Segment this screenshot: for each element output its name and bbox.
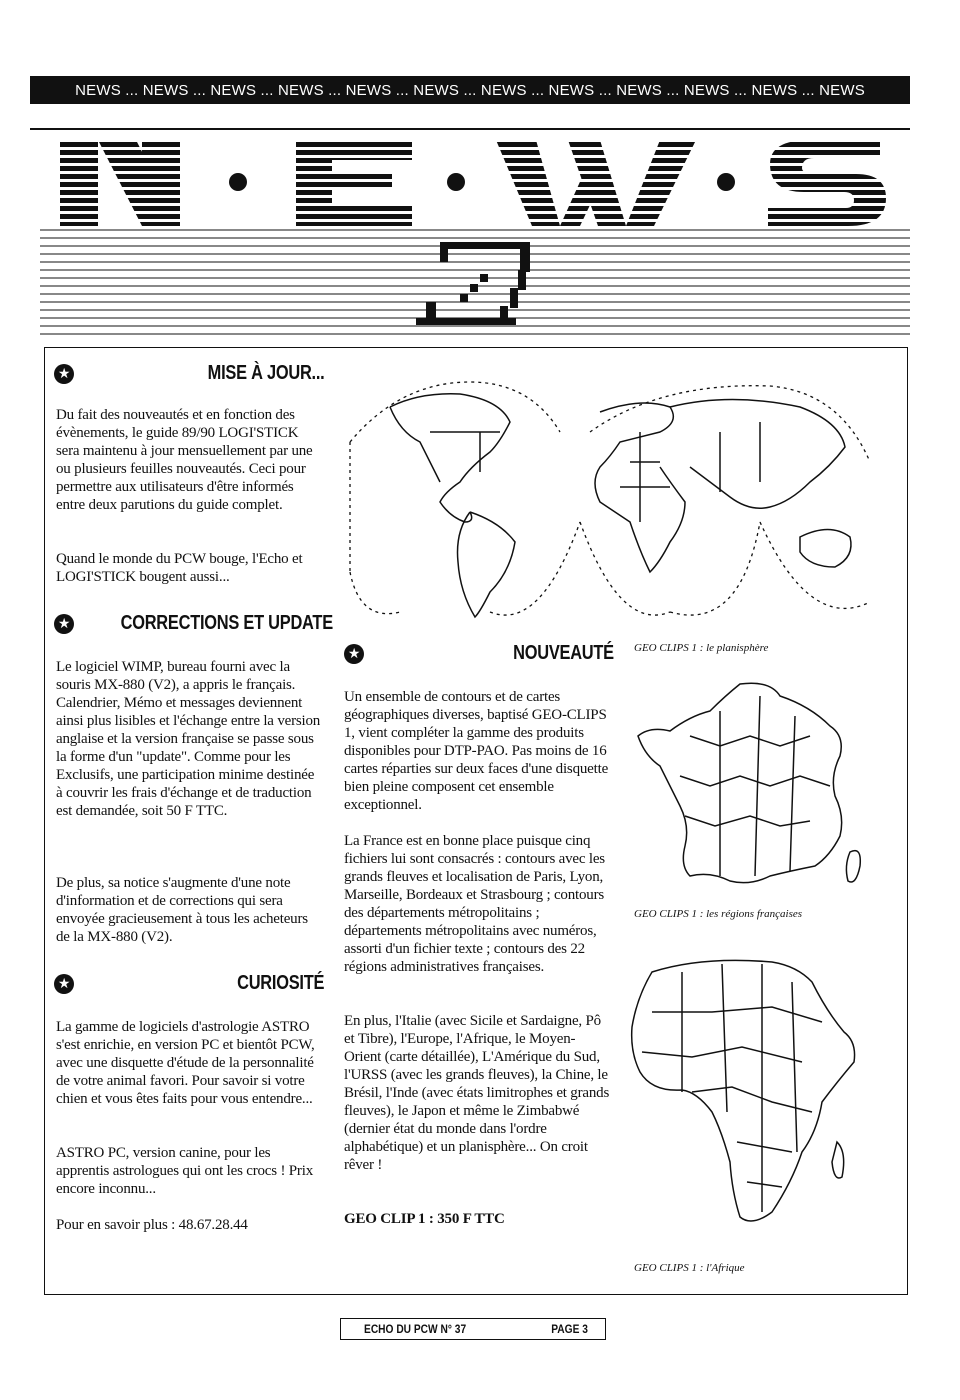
- paragraph: La gamme de logiciels d'astrologie ASTRO s'est enrichie, en version PC et bientôt PCW, avec une disquette d'étude de la personnalité de votre animal favori. Pour savoir si votre chien et vous êtes faits pour vous entendre...: [56, 1019, 315, 1107]
- masthead-dot-1: [229, 173, 247, 191]
- paragraph: La France est en bonne place puisque cinq fichiers lui sont consacrés : contours avec les grands fleuves et localisation de Paris, Lyon, Marseille, Bordeaux et Strasbourg ; contours des départements métropolitains ; départements métropolitains avec numéros, assorti d'un fichier texte ; contours des 22 régions administratives françaises.: [344, 833, 605, 975]
- section-title: CORRECTIONS ET UPDATE: [120, 612, 333, 634]
- news-banner: [30, 76, 910, 104]
- footer-issue: ECHO DU PCW N° 37: [364, 1322, 467, 1336]
- paragraph: Le logiciel WIMP, bureau fourni avec la souris MX-880 (V2), a appris le français. Calendrier, Mémo et messages deviennent ainsi plus lisibles et l'échange entre la version anglaise et la version française se passe sous la forme d'un "update". Comme pour les Exclusifs, une participation minime destinée à couvrir les frais d'échange et de traduction est demandée, soit 50 F TTC.: [56, 659, 321, 819]
- footer-page-number: PAGE 3: [551, 1322, 588, 1336]
- paragraph: ASTRO PC, version canine, pour les apprentis astrologues qui ont les crocs ! Prix encore inconnu...: [56, 1145, 313, 1197]
- top-rule: [30, 128, 910, 130]
- masthead-logo: [40, 134, 910, 340]
- star-icon: [344, 644, 364, 664]
- section-corrections-header: [54, 612, 333, 635]
- france-map: [630, 676, 870, 900]
- masthead-letter-s: [768, 140, 886, 226]
- star-icon: [54, 614, 74, 634]
- caption-world-map: GEO CLIPS 1 : le planisphère: [634, 642, 769, 654]
- masthead-letter-w: [496, 140, 696, 226]
- section-nouveaute-header: [344, 642, 614, 665]
- masthead-letter-n: [60, 140, 180, 226]
- paragraph: En plus, l'Italie (avec Sicile et Sardaigne, Pô et Tibre), l'Europe, l'Afrique, le Moyen-Orient (carte détaillée), L'Amérique du Sud, l'URSS (avec les grands fleuves), la Chine, le Brésil, l'Inde (avec états limitrophes et grands fleuves), le Japon et même le Zimbabwé (dernier état du monde dans l'ordre alphabétique) et un planisphère... On croit rêver !: [344, 1013, 610, 1173]
- masthead-letter-e: [296, 140, 412, 226]
- section-title: CURIOSITÉ: [236, 972, 324, 994]
- section-mise-a-jour-header: [54, 362, 324, 385]
- world-map: [340, 372, 880, 634]
- masthead-dot-2: [447, 173, 465, 191]
- paragraph: Un ensemble de contours et de cartes géographiques diverses, baptisé GEO-CLIPS 1, vient compléter la gamme des produits disponibles pour DTP-PAO. Pas moins de 16 cartes réparties sur deux faces d'une disquette bien pleine composent cet ensemble exceptionnel.: [344, 689, 609, 813]
- paragraph: Quand le monde du PCW bouge, l'Echo et LOGI'STICK bougent aussi...: [56, 551, 303, 585]
- news-banner-text: NEWS ... NEWS ... NEWS ... NEWS ... NEWS ... NEWS ... NEWS ... NEWS ... NEWS ... NEWS ... NEWS ... NEWS: [75, 81, 865, 99]
- caption-africa-map: GEO CLIPS 1 : l'Afrique: [634, 1262, 745, 1274]
- section-title: MISE À JOUR...: [207, 362, 324, 384]
- masthead-dot-3: [717, 173, 735, 191]
- paragraph: Du fait des nouveautés et en fonction des évènements, le guide 89/90 LOGI'STICK sera maintenu à jour mensuellement par une ou plusieurs feuilles nouveautés. Ceci pour permettre aux utilisateurs d'être informés entre deux parutions du guide complet.: [56, 407, 313, 513]
- africa-map: [622, 952, 870, 1232]
- star-icon: [54, 974, 74, 994]
- section-curiosite-header: [54, 972, 324, 995]
- paragraph: Pour en savoir plus : 48.67.28.44: [56, 1217, 248, 1233]
- section-title: NOUVEAUTÉ: [513, 642, 614, 664]
- paragraph: De plus, sa notice s'augmente d'une note d'information et de corrections qui sera envoyée gracieusement à tous les acheteurs de la MX-880 (V2).: [56, 875, 308, 945]
- caption-france-map: GEO CLIPS 1 : les régions françaises: [634, 908, 803, 920]
- star-icon: [54, 364, 74, 384]
- page-footer: [340, 1318, 606, 1340]
- price-line: GEO CLIP 1 : 350 F TTC: [344, 1211, 505, 1227]
